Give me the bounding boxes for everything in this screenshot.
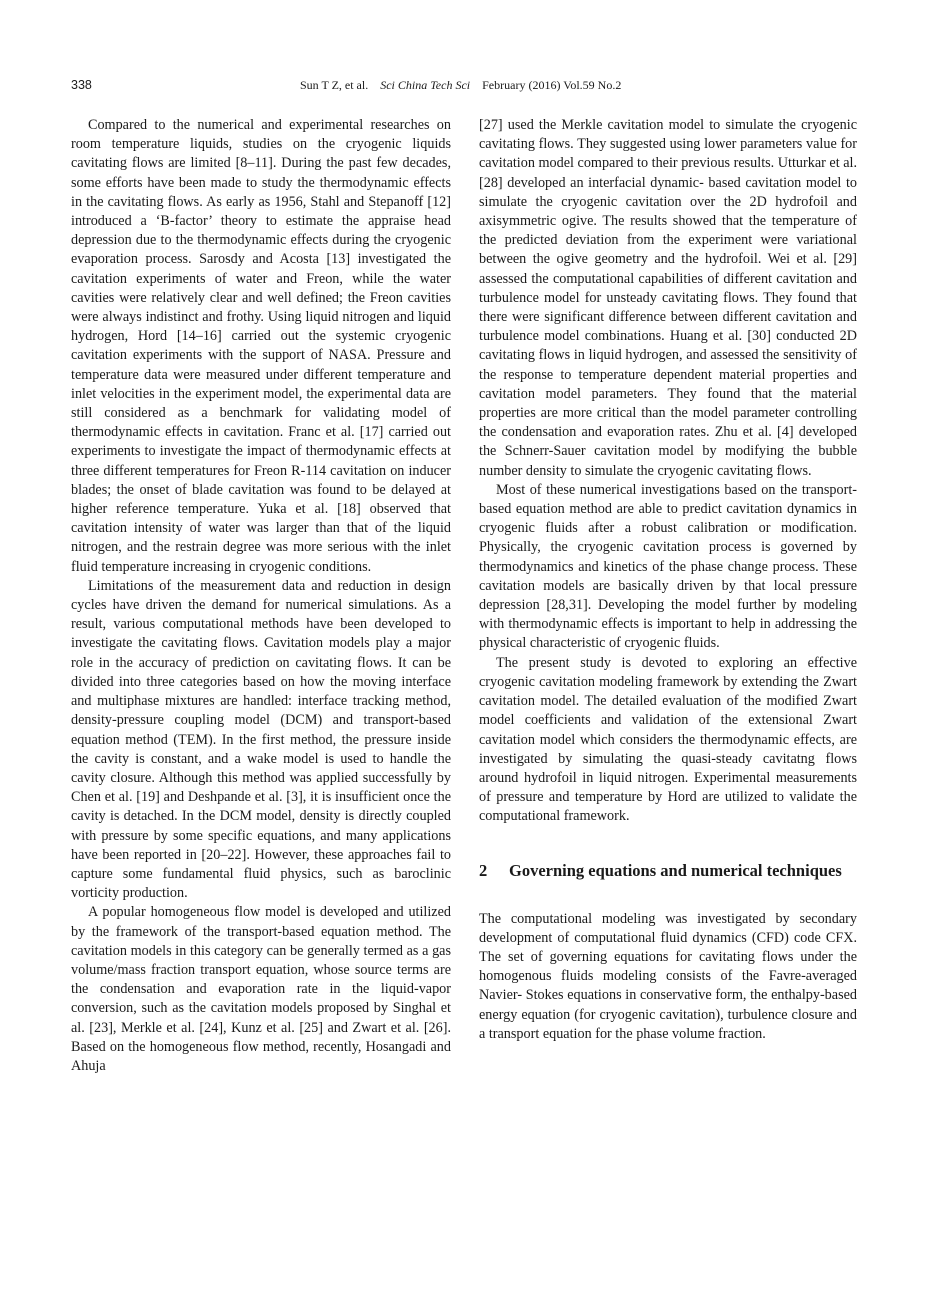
section-heading — [479, 860, 857, 882]
body-paragraph: [27] used the Merkle cavitation model to simulate the cryogenic cavitating flows. They suggested using lower parameters value for cavitation model compared to their previous results. Utturkar et al. [28] developed an interfacial dynamic- based cavitation model to simulate the cryogenic cavitation over the 2D hydrofoil and axisymmetric ogive. The results showed that the temperature of the predicted deviation from the experiment were variational between the ogive geometry and the hydrofoil. Wei et al. [29] assessed the computational capabilities of different cavitation and turbulence model for unsteady cavitating flows. They found that there were significant difference between different cavitation and turbulence model combinations. Huang et al. [30] conducted 2D cavitating flows in liquid hydrogen, and assessed the sensitivity of the response to temperature dependent material properties and cavitation model parameters. They found that the material properties are more critical than the model parameter controlling the condensation and evaporation rates. Zhu et al. [4] developed the Schnerr-Sauer cavitation model by modifying the bubble number density to simulate the cryogenic cavitating flows. — [479, 117, 857, 479]
body-paragraph: The present study is devoted to exploring an effective cryogenic cavitation modeling framework by extending the Zwart cavitation model. The detailed evaluation of the modified Zwart model coefficients and validation of the extensional Zwart cavitation model which considers the thermodynamic effects, are investigated by simulating the quasi-steady cavitatng flows around hydrofoil in liquid nitrogen. Experimental measurements of pressure and temperature by Hord are utilized to validate the computational framework. — [479, 654, 857, 825]
section-paragraph: The computational modeling was investigated by secondary development of computational fluid dynamics (CFD) code CFX. The set of governing equations for cavitating flows under the homogenous fluids modeling consists of the Favre-averaged Navier- Stokes equations in conservative form, the enthalpy-based energy equation (for cryogenic cavitation), turbulence closure and a transport equation for the phase volume fraction. — [479, 910, 857, 1042]
body-paragraph: A popular homogeneous flow model is developed and utilized by the framework of the transport-based equation method. The cavitation models in this category can be generally termed as a gas volume/mass fraction transport equation, whose source terms are the condensation and evaporation rate in the liquid-vapor conversion, such as the cavitation models proposed by Singhal et al. [23], Merkle et al. [24], Kunz et al. [25] and Zwart et al. [26]. Based on the homogeneous flow method, recently, Hosangadi and Ahuja — [71, 904, 451, 1074]
section-title: Governing equations and numerical techniques — [509, 860, 842, 880]
right-column — [479, 116, 857, 1044]
running-head-authors: Sun T Z, et al. — [300, 78, 369, 92]
running-head-journal: Sci China Tech Sci — [380, 78, 471, 92]
left-column — [71, 116, 451, 1076]
running-head-issue: February (2016) Vol.59 No.2 — [482, 78, 622, 92]
body-paragraph: Compared to the numerical and experimental researches on room temperature liquids, studies on the cryogenic liquids cavitating flows are limited [8–11]. During the past few decades, some efforts have been made to study the thermodynamic effects in the cavitating flows. As early as 1956, Stahl and Stepanoff [12] introduced a ‘B-factor’ theory to estimate the appraise head depression due to the thermodynamic effects during the cryogenic evaporation process. Sarosdy and Acosta [13] investigated the cavitation experiments of water and Freon, while the water cavities were relatively clear and well defined; the Freon cavities were always indistinct and frothy. Using liquid nitrogen and liquid hydrogen, Hord [14–16] carried out the systemic cryogenic cavitation experiments with the support of NASA. Pressure and temperature data were measured under different temperature and inlet velocities in the experiment model, the experimental data are still considered as a benchmark for validating model of thermodynamic effects in cavitation. Franc et al. [17] carried out experiments to investigate the impact of thermodynamic effects at three different temperatures for Freon R-114 cavitation on inducer blades; the onset of blade cavitation was found to be delayed at higher reference temperature. Yuka et al. [18] observed that cavitation intensity of water was larger than that of the liquid nitrogen, and the restrain degree was more serious with the inlet fluid temperature increasing in cryogenic conditions. — [71, 117, 451, 575]
body-paragraph: Limitations of the measurement data and reduction in design cycles have driven the demand for numerical simulations. As a result, various computational methods have been developed to investigate the cavitating flows. Cavitation models play a major role in the accuracy of prediction on cavitating flows. It can be divided into three categories based on how the moving interface and multiphase mixtures are handled: interface tracking method, density-pressure coupling model (DCM) and transport-based equation method (TEM). In the first method, the pressure inside the cavity is constant, and a wake model is used to handle the cavity closure. Although this method was applied successfully by Chen et al. [19] and Deshpande et al. [3], it is insufficient once the cavity is detached. In the DCM model, density is directly coupled with pressure by some specific equations, and many applications have been reported in [20–22]. However, these approaches fail to capture some fundamental fluid physics, such as baroclinic vorticity production. — [71, 577, 451, 902]
page-number: 338 — [71, 78, 92, 92]
body-paragraph: Most of these numerical investigations based on the transport-based equation method are able to predict cavitation dynamics in cryogenic fluids after a robust calibration or modification. Physically, the cryogenic cavitation process is governed by thermodynamics and kinetics of the phase change process. These cavitation models are basically driven by that local pressure depression [28,31]. Developing the model further by modeling with thermodynamic effects is important to help in addressing the physical characteristic of cryogenic fluids. — [479, 481, 857, 652]
running-head — [300, 78, 621, 93]
page-header — [71, 78, 857, 96]
section-number: 2 — [479, 860, 488, 880]
